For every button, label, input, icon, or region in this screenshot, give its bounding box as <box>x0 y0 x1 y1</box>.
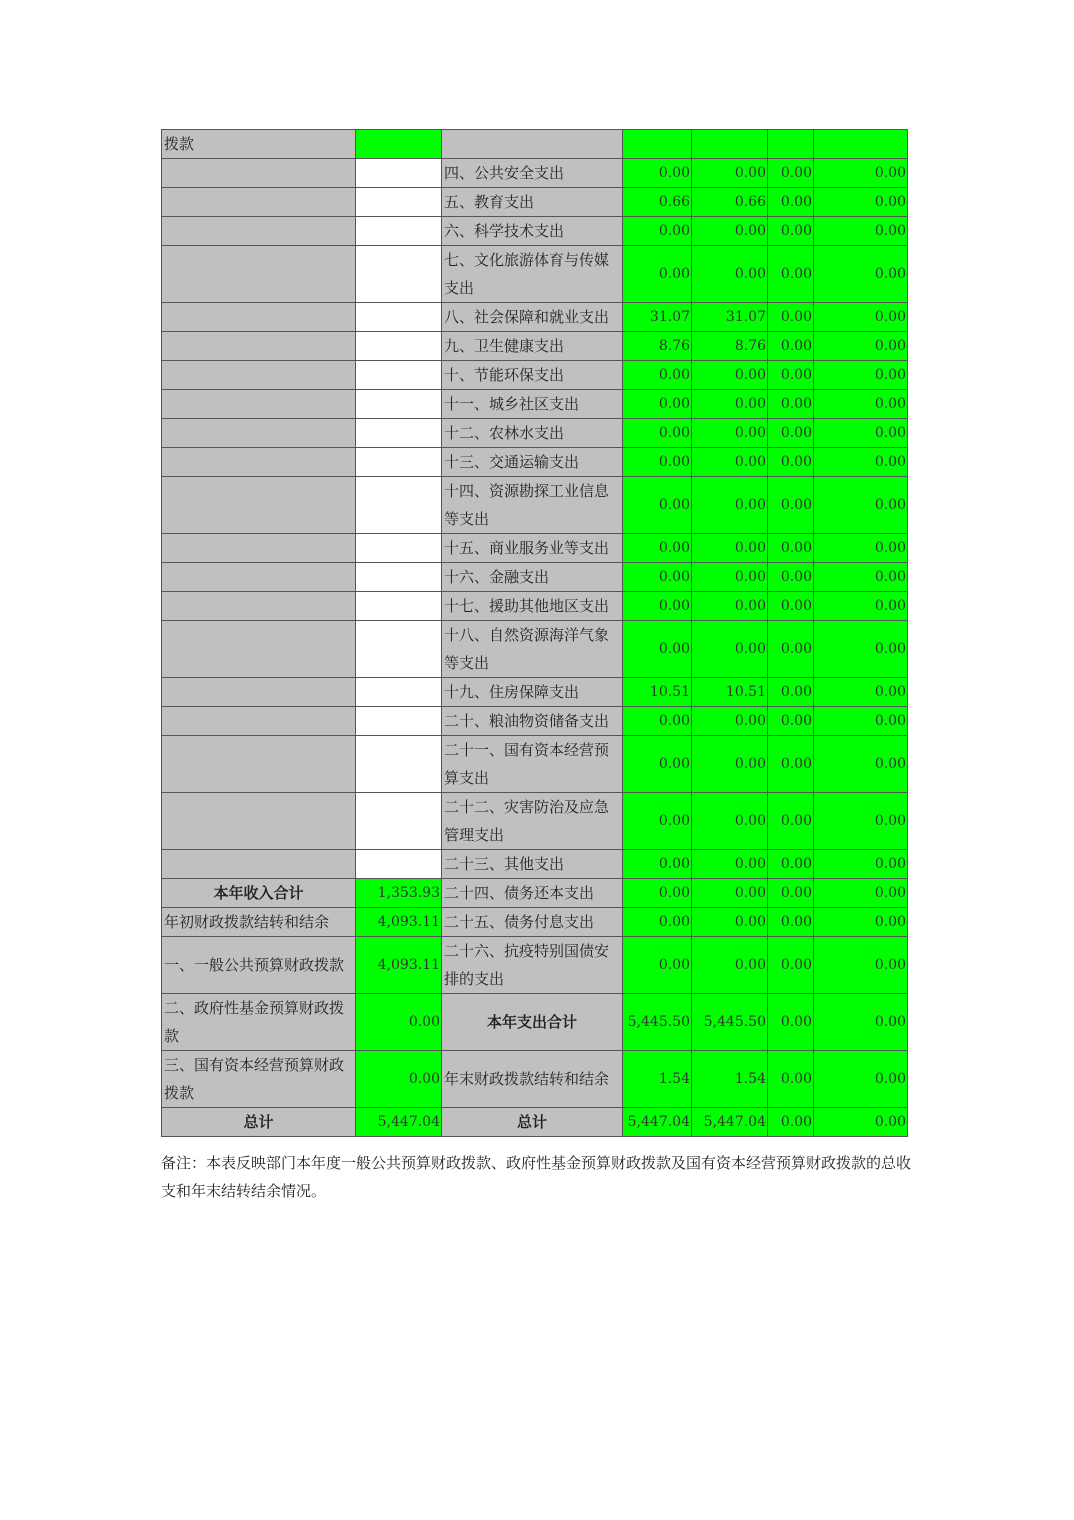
expense-item-cell: 二十二、灾害防治及应急管理支出 <box>442 793 623 850</box>
amount-cell: 0.00 <box>814 246 908 303</box>
expense-item-cell: 二十一、国有资本经营预算支出 <box>442 736 623 793</box>
amount-cell: 0.00 <box>814 1051 908 1108</box>
amount-cell: 0.00 <box>692 592 768 621</box>
table-row <box>162 390 908 419</box>
income-item-cell <box>162 217 356 246</box>
amount-cell: 0.00 <box>768 621 814 678</box>
amount-cell: 0.00 <box>768 419 814 448</box>
amount-cell: 8.76 <box>692 332 768 361</box>
amount-cell: 5,447.04 <box>692 1108 768 1137</box>
table-row <box>162 130 908 159</box>
amount-cell: 0.00 <box>692 361 768 390</box>
amount-cell: 0.00 <box>692 707 768 736</box>
amount-cell: 8.76 <box>623 332 692 361</box>
amount-cell: 0.00 <box>623 850 692 879</box>
amount-cell: 0.00 <box>623 563 692 592</box>
table-row <box>162 217 908 246</box>
table-row <box>162 361 908 390</box>
amount-cell <box>623 130 692 159</box>
expense-item-cell: 二十四、债务还本支出 <box>442 879 623 908</box>
expense-item-cell: 二十、粮油物资储备支出 <box>442 707 623 736</box>
amount-cell: 0.00 <box>692 736 768 793</box>
table-row <box>162 246 908 303</box>
amount-cell: 0.00 <box>692 448 768 477</box>
income-item-cell <box>162 332 356 361</box>
table-row <box>162 592 908 621</box>
income-amount-cell <box>356 303 442 332</box>
expense-item-cell: 十三、交通运输支出 <box>442 448 623 477</box>
amount-cell: 0.00 <box>768 361 814 390</box>
amount-cell: 5,447.04 <box>623 1108 692 1137</box>
amount-cell: 0.00 <box>768 332 814 361</box>
income-amount-cell: 0.00 <box>356 1051 442 1108</box>
amount-cell: 0.00 <box>692 217 768 246</box>
income-amount-cell <box>356 419 442 448</box>
amount-cell: 0.00 <box>623 246 692 303</box>
income-amount-cell <box>356 736 442 793</box>
amount-cell: 0.00 <box>692 390 768 419</box>
amount-cell: 0.00 <box>768 879 814 908</box>
amount-cell: 0.00 <box>768 850 814 879</box>
income-amount-cell: 5,447.04 <box>356 1108 442 1137</box>
expense-item-cell: 七、文化旅游体育与传媒支出 <box>442 246 623 303</box>
amount-cell: 0.00 <box>768 908 814 937</box>
income-item-cell <box>162 563 356 592</box>
income-amount-cell <box>356 477 442 534</box>
amount-cell: 0.00 <box>692 246 768 303</box>
amount-cell: 0.00 <box>814 678 908 707</box>
income-amount-cell <box>356 793 442 850</box>
income-amount-cell <box>356 130 442 159</box>
amount-cell: 0.00 <box>768 1051 814 1108</box>
income-amount-cell <box>356 217 442 246</box>
amount-cell: 0.00 <box>768 563 814 592</box>
amount-cell: 0.00 <box>814 188 908 217</box>
amount-cell: 0.66 <box>692 188 768 217</box>
table-row <box>162 908 908 937</box>
amount-cell: 0.00 <box>692 937 768 994</box>
income-amount-cell <box>356 850 442 879</box>
amount-cell: 0.00 <box>768 217 814 246</box>
amount-cell: 0.00 <box>692 477 768 534</box>
table-row <box>162 994 908 1051</box>
amount-cell: 0.00 <box>814 592 908 621</box>
amount-cell: 0.00 <box>814 736 908 793</box>
amount-cell: 0.00 <box>814 534 908 563</box>
expense-item-cell: 十六、金融支出 <box>442 563 623 592</box>
amount-cell: 0.00 <box>814 793 908 850</box>
income-item-cell: 拨款 <box>162 130 356 159</box>
amount-cell: 0.00 <box>768 707 814 736</box>
table-row <box>162 534 908 563</box>
table-row <box>162 678 908 707</box>
amount-cell: 0.00 <box>768 592 814 621</box>
amount-cell: 0.00 <box>623 419 692 448</box>
amount-cell: 0.00 <box>814 390 908 419</box>
table-row <box>162 563 908 592</box>
amount-cell: 0.00 <box>768 534 814 563</box>
amount-cell: 1.54 <box>692 1051 768 1108</box>
expense-item-cell: 十九、住房保障支出 <box>442 678 623 707</box>
expense-item-cell: 本年支出合计 <box>442 994 623 1051</box>
amount-cell: 0.00 <box>768 937 814 994</box>
income-item-cell <box>162 159 356 188</box>
expense-item-cell: 二十六、抗疫特别国债安排的支出 <box>442 937 623 994</box>
table-row <box>162 332 908 361</box>
amount-cell: 0.00 <box>814 332 908 361</box>
income-item-cell <box>162 477 356 534</box>
amount-cell: 0.00 <box>768 303 814 332</box>
table-row <box>162 879 908 908</box>
amount-cell: 5,445.50 <box>623 994 692 1051</box>
expense-item-cell: 十一、城乡社区支出 <box>442 390 623 419</box>
income-amount-cell: 4,093.11 <box>356 908 442 937</box>
income-amount-cell <box>356 592 442 621</box>
income-item-cell <box>162 793 356 850</box>
table-row <box>162 448 908 477</box>
amount-cell: 0.00 <box>692 850 768 879</box>
income-amount-cell <box>356 621 442 678</box>
amount-cell: 0.00 <box>623 477 692 534</box>
amount-cell: 0.00 <box>768 1108 814 1137</box>
amount-cell: 0.00 <box>623 390 692 419</box>
amount-cell: 0.00 <box>814 937 908 994</box>
amount-cell: 0.00 <box>814 621 908 678</box>
expense-item-cell: 十七、援助其他地区支出 <box>442 592 623 621</box>
expense-item-cell: 年末财政拨款结转和结余 <box>442 1051 623 1108</box>
amount-cell: 0.00 <box>623 908 692 937</box>
table-row <box>162 303 908 332</box>
amount-cell: 0.00 <box>814 159 908 188</box>
amount-cell: 0.00 <box>768 736 814 793</box>
income-amount-cell: 0.00 <box>356 994 442 1051</box>
amount-cell: 5,445.50 <box>692 994 768 1051</box>
amount-cell: 0.00 <box>692 621 768 678</box>
income-item-cell: 三、国有资本经营预算财政拨款 <box>162 1051 356 1108</box>
expense-item-cell: 十、节能环保支出 <box>442 361 623 390</box>
income-item-cell <box>162 736 356 793</box>
amount-cell: 0.00 <box>768 159 814 188</box>
amount-cell: 0.00 <box>814 217 908 246</box>
amount-cell: 0.00 <box>768 448 814 477</box>
table-row <box>162 477 908 534</box>
table-row <box>162 793 908 850</box>
income-amount-cell: 4,093.11 <box>356 937 442 994</box>
income-amount-cell <box>356 678 442 707</box>
income-amount-cell <box>356 246 442 303</box>
income-item-cell <box>162 534 356 563</box>
amount-cell: 0.00 <box>768 994 814 1051</box>
amount-cell: 0.00 <box>814 477 908 534</box>
income-amount-cell <box>356 563 442 592</box>
amount-cell: 0.00 <box>768 246 814 303</box>
income-item-cell <box>162 188 356 217</box>
amount-cell: 0.00 <box>623 707 692 736</box>
table-row <box>162 621 908 678</box>
income-amount-cell <box>356 707 442 736</box>
amount-cell: 0.00 <box>814 563 908 592</box>
table-row <box>162 419 908 448</box>
amount-cell: 0.00 <box>692 793 768 850</box>
income-item-cell: 本年收入合计 <box>162 879 356 908</box>
expense-item-cell: 十四、资源勘探工业信息等支出 <box>442 477 623 534</box>
budget-table <box>161 129 908 1137</box>
table-row <box>162 1051 908 1108</box>
income-amount-cell <box>356 390 442 419</box>
table-row <box>162 188 908 217</box>
income-item-cell <box>162 303 356 332</box>
income-item-cell <box>162 390 356 419</box>
income-item-cell <box>162 419 356 448</box>
amount-cell <box>814 130 908 159</box>
amount-cell: 1.54 <box>623 1051 692 1108</box>
expense-item-cell: 八、社会保障和就业支出 <box>442 303 623 332</box>
table-row <box>162 736 908 793</box>
amount-cell: 0.00 <box>623 217 692 246</box>
amount-cell: 0.00 <box>623 621 692 678</box>
amount-cell: 0.00 <box>623 793 692 850</box>
amount-cell: 0.00 <box>814 1108 908 1137</box>
expense-item-cell: 二十三、其他支出 <box>442 850 623 879</box>
income-item-cell: 总计 <box>162 1108 356 1137</box>
income-amount-cell <box>356 332 442 361</box>
amount-cell: 0.00 <box>768 793 814 850</box>
amount-cell: 0.00 <box>692 534 768 563</box>
amount-cell: 0.00 <box>692 879 768 908</box>
amount-cell: 0.00 <box>814 908 908 937</box>
expense-item-cell: 四、公共安全支出 <box>442 159 623 188</box>
amount-cell: 0.00 <box>623 592 692 621</box>
income-item-cell <box>162 707 356 736</box>
amount-cell: 0.00 <box>814 303 908 332</box>
amount-cell: 31.07 <box>623 303 692 332</box>
expense-item-cell: 总计 <box>442 1108 623 1137</box>
amount-cell: 0.00 <box>768 678 814 707</box>
amount-cell: 0.66 <box>623 188 692 217</box>
expense-item-cell: 十五、商业服务业等支出 <box>442 534 623 563</box>
income-amount-cell <box>356 448 442 477</box>
amount-cell: 0.00 <box>623 361 692 390</box>
income-amount-cell: 1,353.93 <box>356 879 442 908</box>
income-item-cell <box>162 448 356 477</box>
expense-item-cell: 十八、自然资源海洋气象等支出 <box>442 621 623 678</box>
income-item-cell <box>162 246 356 303</box>
income-item-cell <box>162 361 356 390</box>
expense-item-cell: 六、科学技术支出 <box>442 217 623 246</box>
income-item-cell: 二、政府性基金预算财政拨款 <box>162 994 356 1051</box>
income-amount-cell <box>356 534 442 563</box>
amount-cell: 0.00 <box>623 736 692 793</box>
table-row <box>162 937 908 994</box>
amount-cell: 0.00 <box>768 477 814 534</box>
amount-cell: 0.00 <box>623 879 692 908</box>
amount-cell <box>768 130 814 159</box>
income-item-cell <box>162 678 356 707</box>
expense-item-cell: 十二、农林水支出 <box>442 419 623 448</box>
expense-item-cell: 九、卫生健康支出 <box>442 332 623 361</box>
amount-cell: 0.00 <box>814 419 908 448</box>
income-item-cell <box>162 850 356 879</box>
amount-cell: 10.51 <box>623 678 692 707</box>
amount-cell: 0.00 <box>814 448 908 477</box>
table-row <box>162 707 908 736</box>
amount-cell: 0.00 <box>692 419 768 448</box>
table-row <box>162 850 908 879</box>
income-item-cell: 年初财政拨款结转和结余 <box>162 908 356 937</box>
amount-cell: 0.00 <box>814 361 908 390</box>
amount-cell: 0.00 <box>768 390 814 419</box>
amount-cell: 0.00 <box>692 159 768 188</box>
amount-cell: 0.00 <box>623 448 692 477</box>
amount-cell: 0.00 <box>814 707 908 736</box>
table-row <box>162 1108 908 1137</box>
income-item-cell: 一、一般公共预算财政拨款 <box>162 937 356 994</box>
amount-cell: 0.00 <box>814 994 908 1051</box>
income-item-cell <box>162 592 356 621</box>
amount-cell: 0.00 <box>768 188 814 217</box>
amount-cell: 0.00 <box>692 908 768 937</box>
amount-cell <box>692 130 768 159</box>
amount-cell: 10.51 <box>692 678 768 707</box>
amount-cell: 0.00 <box>692 563 768 592</box>
expense-item-cell <box>442 130 623 159</box>
amount-cell: 0.00 <box>814 879 908 908</box>
amount-cell: 0.00 <box>623 937 692 994</box>
table-row <box>162 159 908 188</box>
expense-item-cell: 五、教育支出 <box>442 188 623 217</box>
income-amount-cell <box>356 159 442 188</box>
income-amount-cell <box>356 188 442 217</box>
amount-cell: 0.00 <box>623 534 692 563</box>
amount-cell: 0.00 <box>814 850 908 879</box>
income-item-cell <box>162 621 356 678</box>
expense-item-cell: 二十五、债务付息支出 <box>442 908 623 937</box>
income-amount-cell <box>356 361 442 390</box>
amount-cell: 31.07 <box>692 303 768 332</box>
footnote: 备注：本表反映部门本年度一般公共预算财政拨款、政府性基金预算财政拨款及国有资本经营预算财政拨款的总收支和年末结转结余情况。 <box>161 1154 912 1200</box>
amount-cell: 0.00 <box>623 159 692 188</box>
